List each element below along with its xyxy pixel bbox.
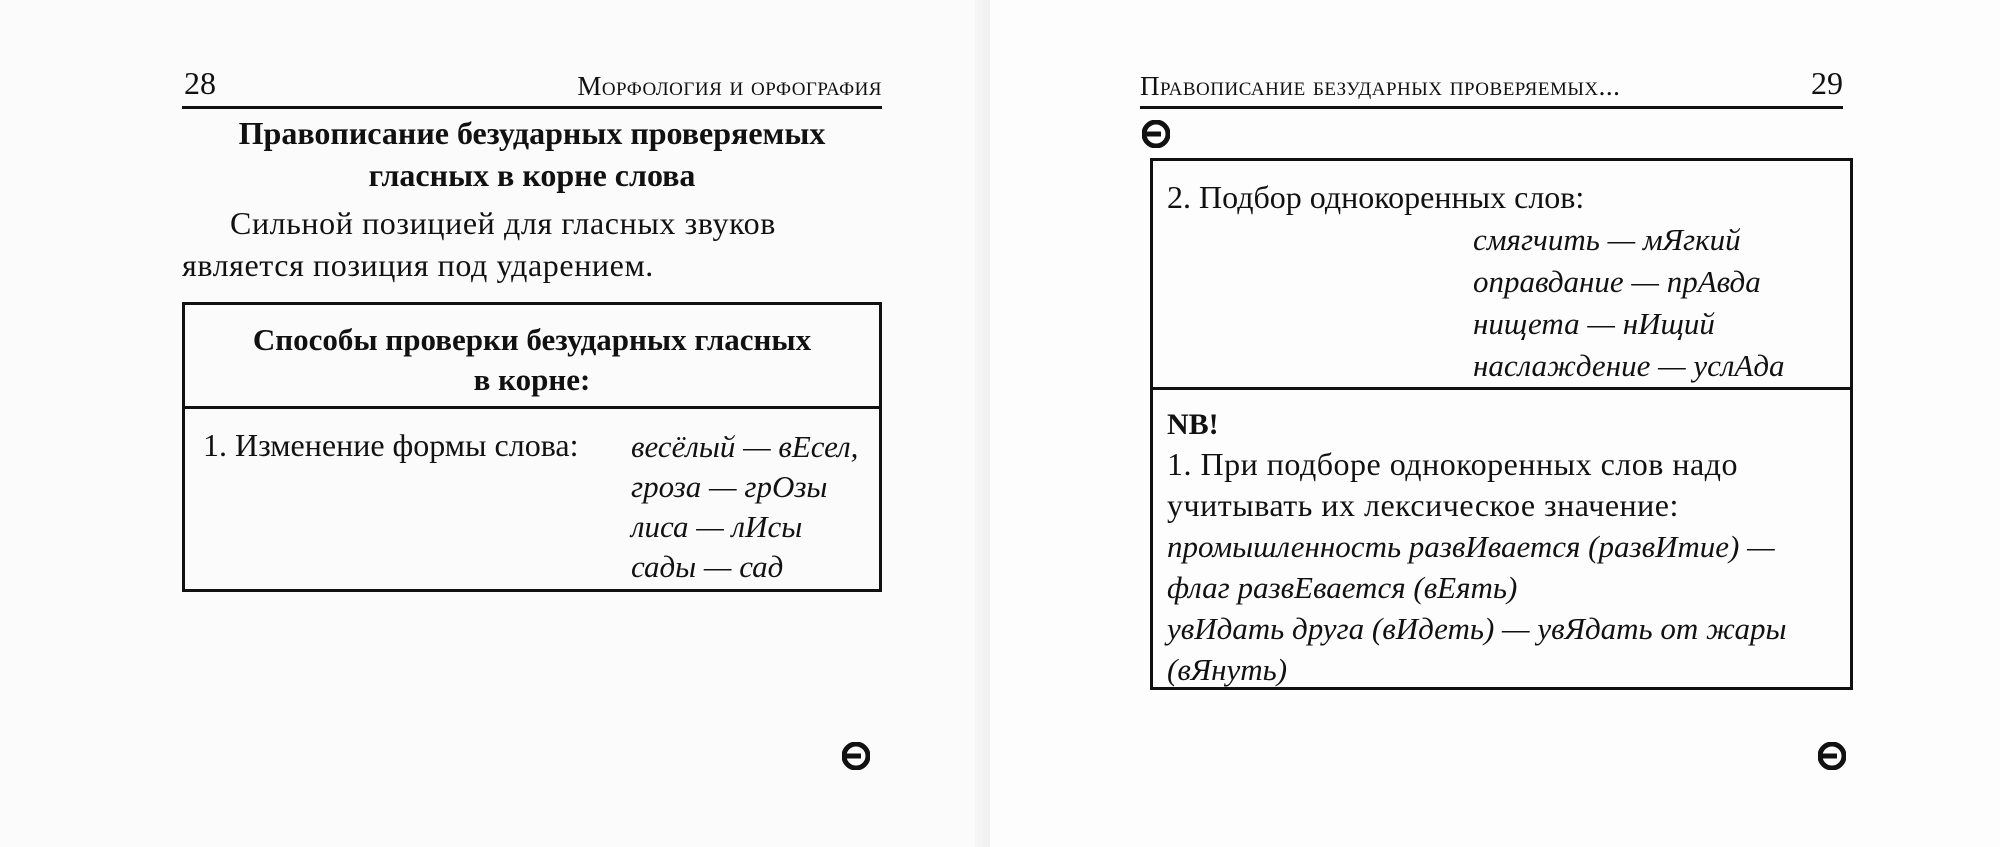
method-examples — [1473, 219, 1785, 387]
example-line: гроза — грОзы — [631, 469, 828, 504]
example-line: промышленность развИвается (развИтие) — — [1167, 529, 1775, 564]
example-line: нищета — нИщий — [1473, 306, 1715, 341]
table-row — [185, 409, 879, 589]
nb-examples — [1167, 526, 1836, 690]
continue-arrow-icon — [1142, 120, 1170, 148]
running-title: Правописание безударных проверяемых... — [1140, 71, 1621, 101]
nb-text-line: 1. При подборе однокоренных слов надо — [1167, 446, 1738, 482]
left-page-header — [182, 66, 882, 109]
nb-note — [1153, 390, 1850, 690]
example-line: сады — сад — [631, 549, 784, 584]
continue-arrow-icon — [842, 742, 870, 770]
caption-line: Способы проверки безударных гласных — [252, 322, 812, 357]
page-number: 29 — [1811, 65, 1843, 101]
table-caption — [185, 305, 879, 409]
heading-line: Правописание безударных проверяемых — [238, 115, 826, 151]
heading-line: гласных в корне слова — [368, 157, 696, 193]
example-line: увИдать друга (вИдеть) — увЯдать от жары — [1167, 611, 1787, 646]
example-line: (вЯнуть) — [1167, 652, 1288, 687]
running-title: Морфология и орфография — [577, 71, 882, 101]
methods-table — [182, 302, 882, 592]
method-label: 2. Подбор однокоренных слов: — [1167, 179, 1585, 215]
caption-line: в корне: — [473, 362, 591, 397]
nb-text-line: учитывать их лексическое значение: — [1167, 487, 1679, 523]
right-page-header — [1140, 66, 1843, 109]
example-line: оправдание — прАвда — [1473, 264, 1761, 299]
page-number: 28 — [184, 65, 216, 101]
method-examples — [631, 427, 858, 587]
continue-arrow-icon — [1818, 742, 1846, 770]
section-heading — [182, 112, 882, 196]
nb-title: NB! — [1167, 408, 1219, 441]
table-row — [1153, 161, 1850, 390]
nb-text — [1167, 444, 1836, 526]
example-line: наслаждение — услАда — [1473, 348, 1785, 383]
intro-line: является позиция под ударением. — [182, 247, 654, 283]
example-line: смягчить — мЯгкий — [1473, 222, 1741, 257]
example-line: весёлый — вЕсел, — [631, 429, 859, 464]
example-line: лиса — лИсы — [631, 509, 803, 544]
left-page — [0, 0, 990, 847]
method-label: 1. Изменение формы слова: — [203, 427, 579, 463]
methods-table-continued — [1150, 158, 1853, 690]
intro-paragraph — [182, 202, 882, 286]
example-line: флаг развЕвается (вЕять) — [1167, 570, 1518, 605]
intro-line: Сильной позицией для гласных звуков — [230, 205, 776, 241]
